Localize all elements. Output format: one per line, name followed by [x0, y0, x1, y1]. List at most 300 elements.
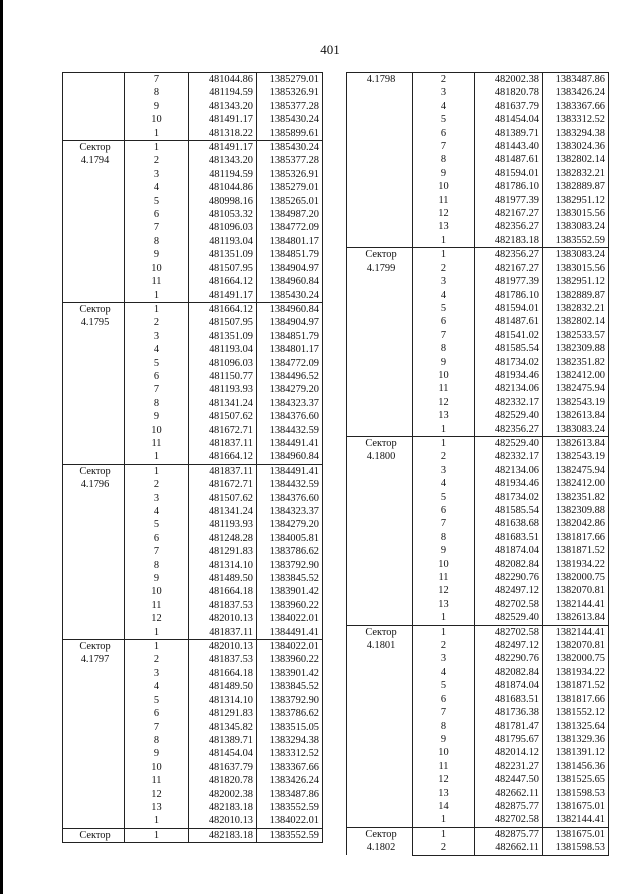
- sector-label-line: 4.1802: [366, 842, 396, 854]
- coord-x: 481874.04: [475, 544, 543, 557]
- coord-y: 1384496.52: [257, 370, 323, 383]
- coord-y: 1383960.22: [257, 653, 323, 666]
- coord-y: 1381552.12: [543, 706, 609, 719]
- sector-label: [347, 625, 413, 827]
- coord-y: 1383901.42: [257, 585, 323, 598]
- table-row: [347, 625, 609, 639]
- coord-x: 481637.79: [475, 100, 543, 113]
- coord-x: 481786.10: [475, 289, 543, 302]
- point-number: 7: [125, 383, 189, 396]
- coord-x: 481389.71: [189, 734, 257, 747]
- point-number: 7: [413, 517, 475, 530]
- coord-x: 481664.18: [189, 667, 257, 680]
- coord-y: 1384960.84: [257, 450, 323, 464]
- coord-x: 481491.17: [189, 113, 257, 126]
- coord-y: 1383083.24: [543, 248, 609, 262]
- coord-x: 482183.18: [475, 234, 543, 248]
- coord-x: 482529.40: [475, 409, 543, 422]
- coord-y: 1384491.41: [257, 464, 323, 478]
- coord-x: 482332.17: [475, 450, 543, 463]
- coord-y: 1382889.87: [543, 289, 609, 302]
- table-row: [63, 640, 323, 654]
- point-number: 1: [413, 827, 475, 841]
- coord-y: 1382951.12: [543, 194, 609, 207]
- point-number: 1: [413, 436, 475, 450]
- coord-y: 1382144.41: [543, 625, 609, 639]
- point-number: 3: [125, 667, 189, 680]
- coord-x: 481507.62: [189, 492, 257, 505]
- coord-x: 482082.84: [475, 558, 543, 571]
- coord-x: 481150.77: [189, 370, 257, 383]
- point-number: 5: [125, 357, 189, 370]
- coord-x: 482290.76: [475, 652, 543, 665]
- coord-y: 1385265.01: [257, 195, 323, 208]
- coord-y: 1382613.84: [543, 436, 609, 450]
- point-number: 10: [125, 424, 189, 437]
- point-number: 11: [125, 774, 189, 787]
- coord-y: 1384376.60: [257, 410, 323, 423]
- sector-label-line: 4.1801: [366, 640, 396, 652]
- coord-x: 481507.95: [189, 262, 257, 275]
- point-number: 4: [413, 100, 475, 113]
- point-number: 11: [125, 599, 189, 612]
- point-number: 13: [413, 787, 475, 800]
- coord-x: 481044.86: [189, 181, 257, 194]
- coord-y: 1384323.37: [257, 397, 323, 410]
- point-number: 7: [125, 545, 189, 558]
- coord-y: 1383487.86: [257, 788, 323, 801]
- point-number: 5: [413, 491, 475, 504]
- coord-y: 1383083.24: [543, 220, 609, 233]
- coord-x: 481837.11: [189, 464, 257, 478]
- coord-x: 481683.51: [475, 531, 543, 544]
- coord-y: 1382309.88: [543, 504, 609, 517]
- coord-y: 1383015.56: [543, 207, 609, 220]
- point-number: 8: [125, 734, 189, 747]
- coord-y: 1384851.79: [257, 330, 323, 343]
- coord-y: 1383552.59: [257, 801, 323, 814]
- coord-x: 481734.02: [475, 356, 543, 369]
- coord-y: 1383960.22: [257, 599, 323, 612]
- coord-y: 1382533.57: [543, 329, 609, 342]
- point-number: 5: [413, 679, 475, 692]
- point-number: 11: [413, 194, 475, 207]
- coord-x: 481096.03: [189, 357, 257, 370]
- coord-y: 1382412.00: [543, 369, 609, 382]
- coord-y: 1382543.19: [543, 450, 609, 463]
- coord-x: 482134.06: [475, 464, 543, 477]
- coord-y: 1384005.81: [257, 532, 323, 545]
- coord-y: 1382351.82: [543, 491, 609, 504]
- point-number: 1: [413, 625, 475, 639]
- table-row: [347, 248, 609, 262]
- coord-x: 482010.13: [189, 612, 257, 625]
- coord-y: 1382070.81: [543, 639, 609, 652]
- sector-label: [347, 73, 413, 248]
- coord-x: 481874.04: [475, 679, 543, 692]
- point-number: 6: [413, 315, 475, 328]
- coord-y: 1382613.84: [543, 611, 609, 625]
- coord-x: 482167.27: [475, 207, 543, 220]
- coord-y: 1384376.60: [257, 492, 323, 505]
- coord-y: 1384022.01: [257, 640, 323, 654]
- point-number: 4: [413, 666, 475, 679]
- coord-y: 1382951.12: [543, 275, 609, 288]
- coord-x: 481594.01: [475, 167, 543, 180]
- sector-label-line: Сектор: [79, 641, 111, 653]
- coord-y: 1385326.91: [257, 168, 323, 181]
- point-number: 1: [125, 302, 189, 316]
- coord-y: 1381675.01: [543, 800, 609, 813]
- point-number: 6: [125, 208, 189, 221]
- table-row: [63, 828, 323, 842]
- coord-y: 1385279.01: [257, 181, 323, 194]
- coord-x: 481507.62: [189, 410, 257, 423]
- sector-label: [63, 640, 125, 829]
- coord-x: 481454.04: [189, 747, 257, 760]
- sector-label-line: 4.1798: [366, 74, 396, 85]
- point-number: 8: [125, 559, 189, 572]
- coord-y: 1383901.42: [257, 667, 323, 680]
- point-number: 12: [413, 773, 475, 786]
- coord-y: 1381525.65: [543, 773, 609, 786]
- sector-label-line: Сектор: [79, 829, 111, 841]
- coord-y: 1382543.19: [543, 396, 609, 409]
- coord-x: 481341.24: [189, 397, 257, 410]
- coord-x: 482183.18: [189, 828, 257, 842]
- coord-y: 1383024.36: [543, 140, 609, 153]
- coord-y: 1384960.84: [257, 275, 323, 288]
- coord-y: 1384022.01: [257, 612, 323, 625]
- sector-label-line: Сектор: [365, 437, 397, 449]
- point-number: 1: [125, 640, 189, 654]
- coord-y: 1383786.62: [257, 545, 323, 558]
- coord-x: 481314.10: [189, 559, 257, 572]
- coord-y: 1384904.97: [257, 262, 323, 275]
- point-number: 6: [125, 370, 189, 383]
- sector-label-line: Сектор: [79, 303, 111, 315]
- point-number: 11: [125, 437, 189, 450]
- coord-x: 481683.51: [475, 693, 543, 706]
- coord-x: 481541.02: [475, 329, 543, 342]
- point-number: 1: [413, 611, 475, 625]
- point-number: 2: [125, 154, 189, 167]
- point-number: 9: [125, 248, 189, 261]
- coord-y: 1383367.66: [257, 761, 323, 774]
- point-number: 1: [125, 127, 189, 141]
- coord-y: 1384772.09: [257, 221, 323, 234]
- coord-x: 482447.50: [475, 773, 543, 786]
- coord-x: 482356.27: [475, 248, 543, 262]
- point-number: 5: [125, 518, 189, 531]
- point-number: 7: [125, 73, 189, 87]
- coord-y: 1381598.53: [543, 841, 609, 855]
- coord-y: 1383792.90: [257, 694, 323, 707]
- coord-x: 481837.11: [189, 437, 257, 450]
- sector-label: [347, 248, 413, 437]
- coord-y: 1381817.66: [543, 693, 609, 706]
- coord-x: 482002.38: [475, 73, 543, 87]
- coord-y: 1381934.22: [543, 558, 609, 571]
- coord-y: 1384801.17: [257, 235, 323, 248]
- sector-label-line: Сектор: [365, 828, 397, 840]
- point-number: 6: [413, 693, 475, 706]
- sector-label: [63, 302, 125, 464]
- point-number: 11: [413, 760, 475, 773]
- sector-label-line: 4.1799: [366, 262, 396, 274]
- coord-x: 481044.86: [189, 73, 257, 87]
- coord-y: 1383552.59: [543, 234, 609, 248]
- coord-x: 482002.38: [189, 788, 257, 801]
- point-number: 3: [413, 652, 475, 665]
- point-number: 9: [125, 747, 189, 760]
- coord-x: 481977.39: [475, 275, 543, 288]
- point-number: 10: [413, 746, 475, 759]
- coord-y: 1382832.21: [543, 167, 609, 180]
- point-number: 5: [413, 113, 475, 126]
- point-number: 2: [413, 450, 475, 463]
- coord-y: 1382475.94: [543, 382, 609, 395]
- point-number: 2: [413, 841, 475, 855]
- point-number: 3: [125, 330, 189, 343]
- coord-x: 481594.01: [475, 302, 543, 315]
- point-number: 1: [125, 828, 189, 842]
- coord-x: 481193.04: [189, 235, 257, 248]
- coord-y: 1384772.09: [257, 357, 323, 370]
- coord-y: 1382351.82: [543, 356, 609, 369]
- coord-y: 1383294.38: [257, 734, 323, 747]
- point-number: 4: [125, 505, 189, 518]
- coord-y: 1385899.61: [257, 127, 323, 141]
- coord-x: 482529.40: [475, 611, 543, 625]
- coord-y: 1384904.97: [257, 316, 323, 329]
- coord-y: 1384801.17: [257, 343, 323, 356]
- sector-label-line: Сектор: [365, 249, 397, 261]
- coord-y: 1384960.84: [257, 302, 323, 316]
- point-number: 1: [125, 289, 189, 303]
- coord-x: 482529.40: [475, 436, 543, 450]
- coord-x: 481491.17: [189, 289, 257, 303]
- point-number: 1: [125, 814, 189, 828]
- coord-y: 1383426.24: [257, 774, 323, 787]
- coord-x: 481487.61: [475, 315, 543, 328]
- coord-y: 1384432.59: [257, 478, 323, 491]
- point-number: 10: [125, 585, 189, 598]
- point-number: 10: [413, 180, 475, 193]
- sector-label: [63, 828, 125, 842]
- coord-x: 482497.12: [475, 639, 543, 652]
- point-number: 11: [413, 382, 475, 395]
- coord-x: 481454.04: [475, 113, 543, 126]
- coord-y: 1381598.53: [543, 787, 609, 800]
- point-number: 4: [125, 181, 189, 194]
- sector-label-line: Сектор: [79, 465, 111, 477]
- point-number: 10: [125, 262, 189, 275]
- coord-x: 482356.27: [475, 220, 543, 233]
- coord-x: 481837.11: [189, 626, 257, 640]
- sector-label: [347, 436, 413, 625]
- point-number: 2: [413, 73, 475, 87]
- coord-x: 481318.22: [189, 127, 257, 141]
- coord-x: 482010.13: [189, 814, 257, 828]
- coord-y: 1382000.75: [543, 571, 609, 584]
- coord-y: 1385377.28: [257, 154, 323, 167]
- coord-x: 481638.68: [475, 517, 543, 530]
- coord-y: 1383792.90: [257, 559, 323, 572]
- coord-x: 482290.76: [475, 571, 543, 584]
- point-number: 13: [413, 409, 475, 422]
- coord-y: 1383552.59: [257, 828, 323, 842]
- point-number: 8: [413, 531, 475, 544]
- point-number: 2: [413, 639, 475, 652]
- coord-y: 1382832.21: [543, 302, 609, 315]
- point-number: 8: [125, 86, 189, 99]
- point-number: 4: [125, 343, 189, 356]
- point-number: 8: [413, 153, 475, 166]
- coord-y: 1382309.88: [543, 342, 609, 355]
- point-number: 12: [413, 584, 475, 597]
- coord-y: 1381675.01: [543, 827, 609, 841]
- point-number: 8: [413, 342, 475, 355]
- point-number: 12: [413, 396, 475, 409]
- point-number: 1: [413, 813, 475, 827]
- sector-label: [63, 141, 125, 303]
- coord-x: 481291.83: [189, 707, 257, 720]
- point-number: 3: [125, 492, 189, 505]
- coord-x: 481664.12: [189, 302, 257, 316]
- point-number: 4: [413, 289, 475, 302]
- coord-y: 1382613.84: [543, 409, 609, 422]
- point-number: 5: [125, 694, 189, 707]
- coord-x: 481193.04: [189, 343, 257, 356]
- sector-label: [63, 73, 125, 141]
- point-number: 3: [413, 86, 475, 99]
- sector-label-line: 4.1800: [366, 451, 396, 463]
- coord-y: 1384279.20: [257, 518, 323, 531]
- point-number: 2: [125, 478, 189, 491]
- coord-x: 482167.27: [475, 262, 543, 275]
- point-number: 10: [413, 369, 475, 382]
- sector-label-line: 4.1796: [80, 479, 110, 491]
- coord-x: 481664.12: [189, 450, 257, 464]
- point-number: 1: [125, 450, 189, 464]
- table-row: [347, 436, 609, 450]
- coord-x: 481248.28: [189, 532, 257, 545]
- point-number: 8: [125, 235, 189, 248]
- coord-y: 1382412.00: [543, 477, 609, 490]
- point-number: 8: [125, 397, 189, 410]
- point-number: 9: [413, 733, 475, 746]
- coordinates-table-left: [62, 72, 323, 843]
- coord-y: 1383845.52: [257, 680, 323, 693]
- coord-x: 481193.93: [189, 518, 257, 531]
- coord-x: 482332.17: [475, 396, 543, 409]
- point-number: 1: [413, 423, 475, 437]
- coord-y: 1384432.59: [257, 424, 323, 437]
- coord-y: 1382802.14: [543, 153, 609, 166]
- coord-x: 481291.83: [189, 545, 257, 558]
- coord-y: 1382475.94: [543, 464, 609, 477]
- point-number: 12: [125, 612, 189, 625]
- scan-edge: [0, 0, 3, 894]
- coord-x: 481736.38: [475, 706, 543, 719]
- coord-y: 1381329.36: [543, 733, 609, 746]
- point-number: 12: [413, 207, 475, 220]
- point-number: 1: [125, 141, 189, 155]
- table-row: [347, 73, 609, 87]
- coord-x: 482014.12: [475, 746, 543, 759]
- coord-y: 1383845.52: [257, 572, 323, 585]
- coord-x: 480998.16: [189, 195, 257, 208]
- coord-y: 1383786.62: [257, 707, 323, 720]
- coord-x: 482702.58: [475, 813, 543, 827]
- sector-label-line: 4.1795: [80, 317, 110, 329]
- coord-y: 1384323.37: [257, 505, 323, 518]
- coord-x: 481096.03: [189, 221, 257, 234]
- coord-x: 481734.02: [475, 491, 543, 504]
- coord-x: 481491.17: [189, 141, 257, 155]
- coord-x: 481389.71: [475, 127, 543, 140]
- coord-y: 1381934.22: [543, 666, 609, 679]
- coord-y: 1384851.79: [257, 248, 323, 261]
- point-number: 9: [125, 572, 189, 585]
- coord-y: 1382889.87: [543, 180, 609, 193]
- point-number: 3: [413, 464, 475, 477]
- coord-x: 481053.32: [189, 208, 257, 221]
- coord-x: 481781.47: [475, 720, 543, 733]
- page-number: 401: [320, 42, 340, 57]
- point-number: 10: [125, 113, 189, 126]
- table-row: [63, 73, 323, 87]
- point-number: 5: [125, 195, 189, 208]
- table-row: [63, 141, 323, 155]
- point-number: 5: [413, 302, 475, 315]
- table-row: [63, 464, 323, 478]
- point-number: 9: [413, 356, 475, 369]
- coord-x: 482134.06: [475, 382, 543, 395]
- point-number: 9: [125, 100, 189, 113]
- coord-x: 481934.46: [475, 369, 543, 382]
- coord-y: 1382144.41: [543, 598, 609, 611]
- coord-y: 1381456.36: [543, 760, 609, 773]
- point-number: 6: [125, 532, 189, 545]
- point-number: 10: [413, 558, 475, 571]
- coord-y: 1382042.86: [543, 517, 609, 530]
- point-number: 4: [125, 680, 189, 693]
- coord-y: 1385377.28: [257, 100, 323, 113]
- point-number: 7: [413, 329, 475, 342]
- coord-x: 481585.54: [475, 504, 543, 517]
- coord-x: 482662.11: [475, 841, 543, 855]
- coord-y: 1383015.56: [543, 262, 609, 275]
- coord-y: 1383312.52: [257, 747, 323, 760]
- coord-x: 482702.58: [475, 625, 543, 639]
- point-number: 11: [413, 571, 475, 584]
- coord-x: 481443.40: [475, 140, 543, 153]
- coord-x: 481820.78: [475, 86, 543, 99]
- coord-x: 482183.18: [189, 801, 257, 814]
- sector-label-line: 4.1797: [80, 654, 110, 666]
- point-number: 6: [413, 504, 475, 517]
- coord-x: 481194.59: [189, 86, 257, 99]
- coord-x: 481343.20: [189, 100, 257, 113]
- coord-x: 481314.10: [189, 694, 257, 707]
- point-number: 2: [125, 316, 189, 329]
- coord-x: 481351.09: [189, 330, 257, 343]
- coordinates-table-right: [346, 72, 609, 856]
- point-number: 9: [125, 410, 189, 423]
- sector-label: [347, 827, 413, 855]
